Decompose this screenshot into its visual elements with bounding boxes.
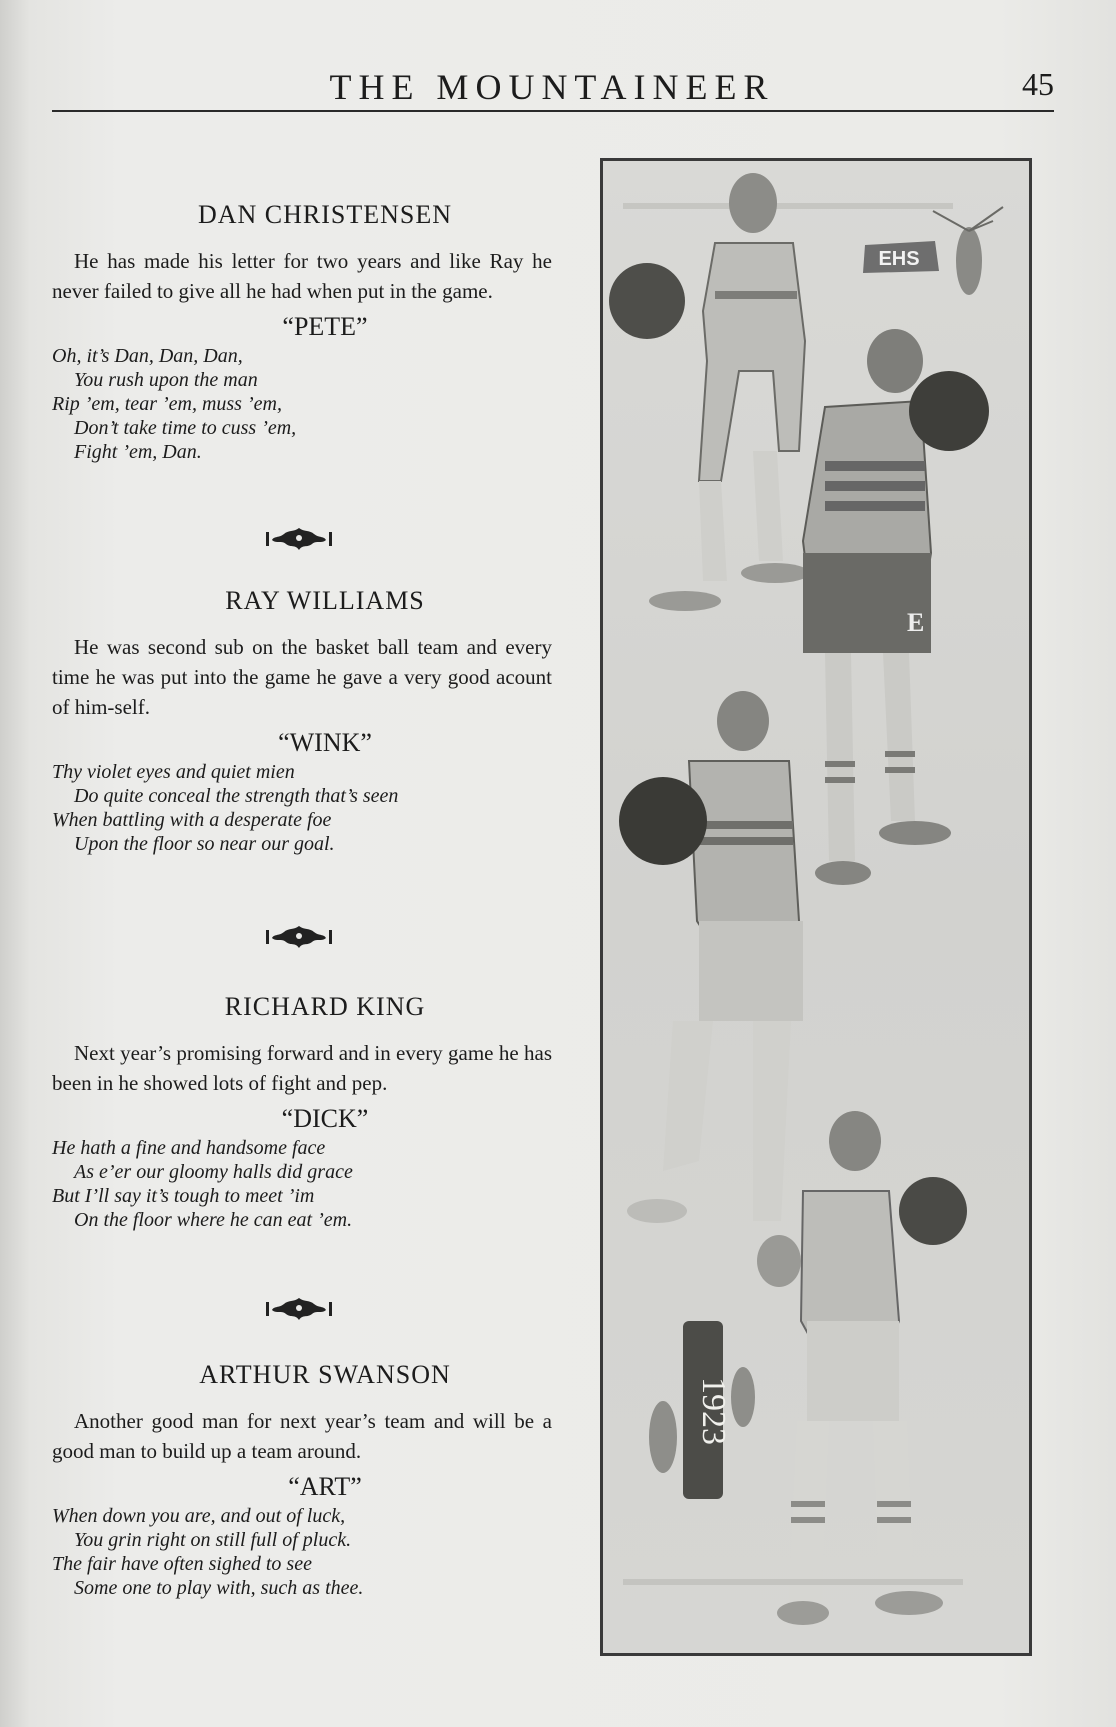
verse-line: On the floor where he can eat ’em. [74, 1209, 353, 1231]
verse-line: Don’t take time to cuss ’em, [74, 417, 297, 439]
player-nickname: “ART” [288, 1472, 362, 1501]
year-plaque-label: 1923 [695, 1377, 732, 1445]
player-figure-2 [803, 329, 989, 885]
verse-line: Some one to play with, such as thee. [74, 1577, 364, 1599]
verse-line: When battling with a desperate foe [52, 809, 332, 831]
emblem-label: EHS [878, 248, 920, 270]
verse-line: As e’er our gloomy halls did grace [74, 1161, 353, 1183]
player-verse [52, 1504, 552, 1600]
pine-cone-icon [649, 1401, 677, 1473]
publication-title: THE MOUNTAINEER [329, 67, 775, 107]
verse-line: Do quite conceal the strength that’s seen [74, 785, 399, 807]
player-name: ARTHUR SWANSON [199, 1360, 451, 1389]
pine-cone-icon [956, 227, 982, 295]
player-name: RAY WILLIAMS [225, 586, 425, 615]
basketball-icon [899, 1177, 967, 1245]
verse-line: He hath a fine and handsome face [52, 1137, 326, 1159]
player-figure-4 [777, 1111, 967, 1625]
bottom-bar [623, 1579, 963, 1585]
player-entry-dan-christensen [52, 200, 552, 464]
ornament-divider-icon [264, 1294, 334, 1324]
pine-cone-icon [731, 1367, 755, 1427]
verse-line: When down you are, and out of luck, [52, 1505, 346, 1527]
emblem-bar [623, 203, 953, 209]
player-nickname: “DICK” [281, 1104, 369, 1133]
verse-line: Thy violet eyes and quiet mien [52, 761, 295, 783]
player-entry-richard-king [52, 992, 552, 1232]
player-name: DAN CHRISTENSEN [197, 200, 453, 229]
verse-line: Fight ’em, Dan. [74, 441, 202, 463]
player-entry-ray-williams [52, 586, 552, 856]
player-verse [52, 344, 552, 464]
verse-line: You grin right on still full of pluck. [74, 1529, 352, 1551]
verse-line: You rush upon the man [74, 369, 258, 391]
basketball-icon [619, 777, 707, 865]
player-verse [52, 1136, 552, 1232]
ornament-divider-icon [264, 524, 334, 554]
player-entry-arthur-swanson [52, 1360, 552, 1600]
team-photo-collage [600, 158, 1032, 1656]
player-bio: He has made his letter for two years and like Ray he never failed to give all he had when put in the game. [52, 249, 552, 303]
verse-line: The fair have often sighed to see [52, 1553, 312, 1575]
basketball-icon [609, 263, 685, 339]
verse-line: Rip ’em, tear ’em, muss ’em, [52, 393, 282, 415]
player-bio: Next year’s promising forward and in every game he has been in he showed lots of fight and pep. [52, 1041, 552, 1095]
verse-line: Oh, it’s Dan, Dan, Dan, [52, 345, 243, 367]
player-bio: He was second sub on the basket ball team and every time he was put into the game he gave a very good acount of him-self. [52, 635, 552, 719]
player-nickname: “WINK” [278, 728, 372, 757]
ehs-emblem [863, 207, 1003, 295]
player-name: RICHARD KING [224, 992, 426, 1021]
player-figure-3 [619, 691, 803, 1287]
player-verse [52, 760, 552, 856]
basketball-players-photo [603, 161, 1029, 1653]
running-header [52, 64, 1054, 112]
jersey-letter: E [907, 608, 925, 637]
player-figure-1 [609, 173, 809, 611]
player-bio: Another good man for next year’s team and will be a good man to build up a team around. [52, 1409, 552, 1463]
year-plaque [649, 1321, 755, 1499]
basketball-icon [909, 371, 989, 451]
player-nickname: “PETE” [282, 312, 368, 341]
verse-line: Upon the floor so near our goal. [74, 833, 335, 855]
verse-line: But I’ll say it’s tough to meet ’im [52, 1185, 315, 1207]
page-number: 45 [1022, 66, 1054, 102]
ornament-divider-icon [264, 922, 334, 952]
